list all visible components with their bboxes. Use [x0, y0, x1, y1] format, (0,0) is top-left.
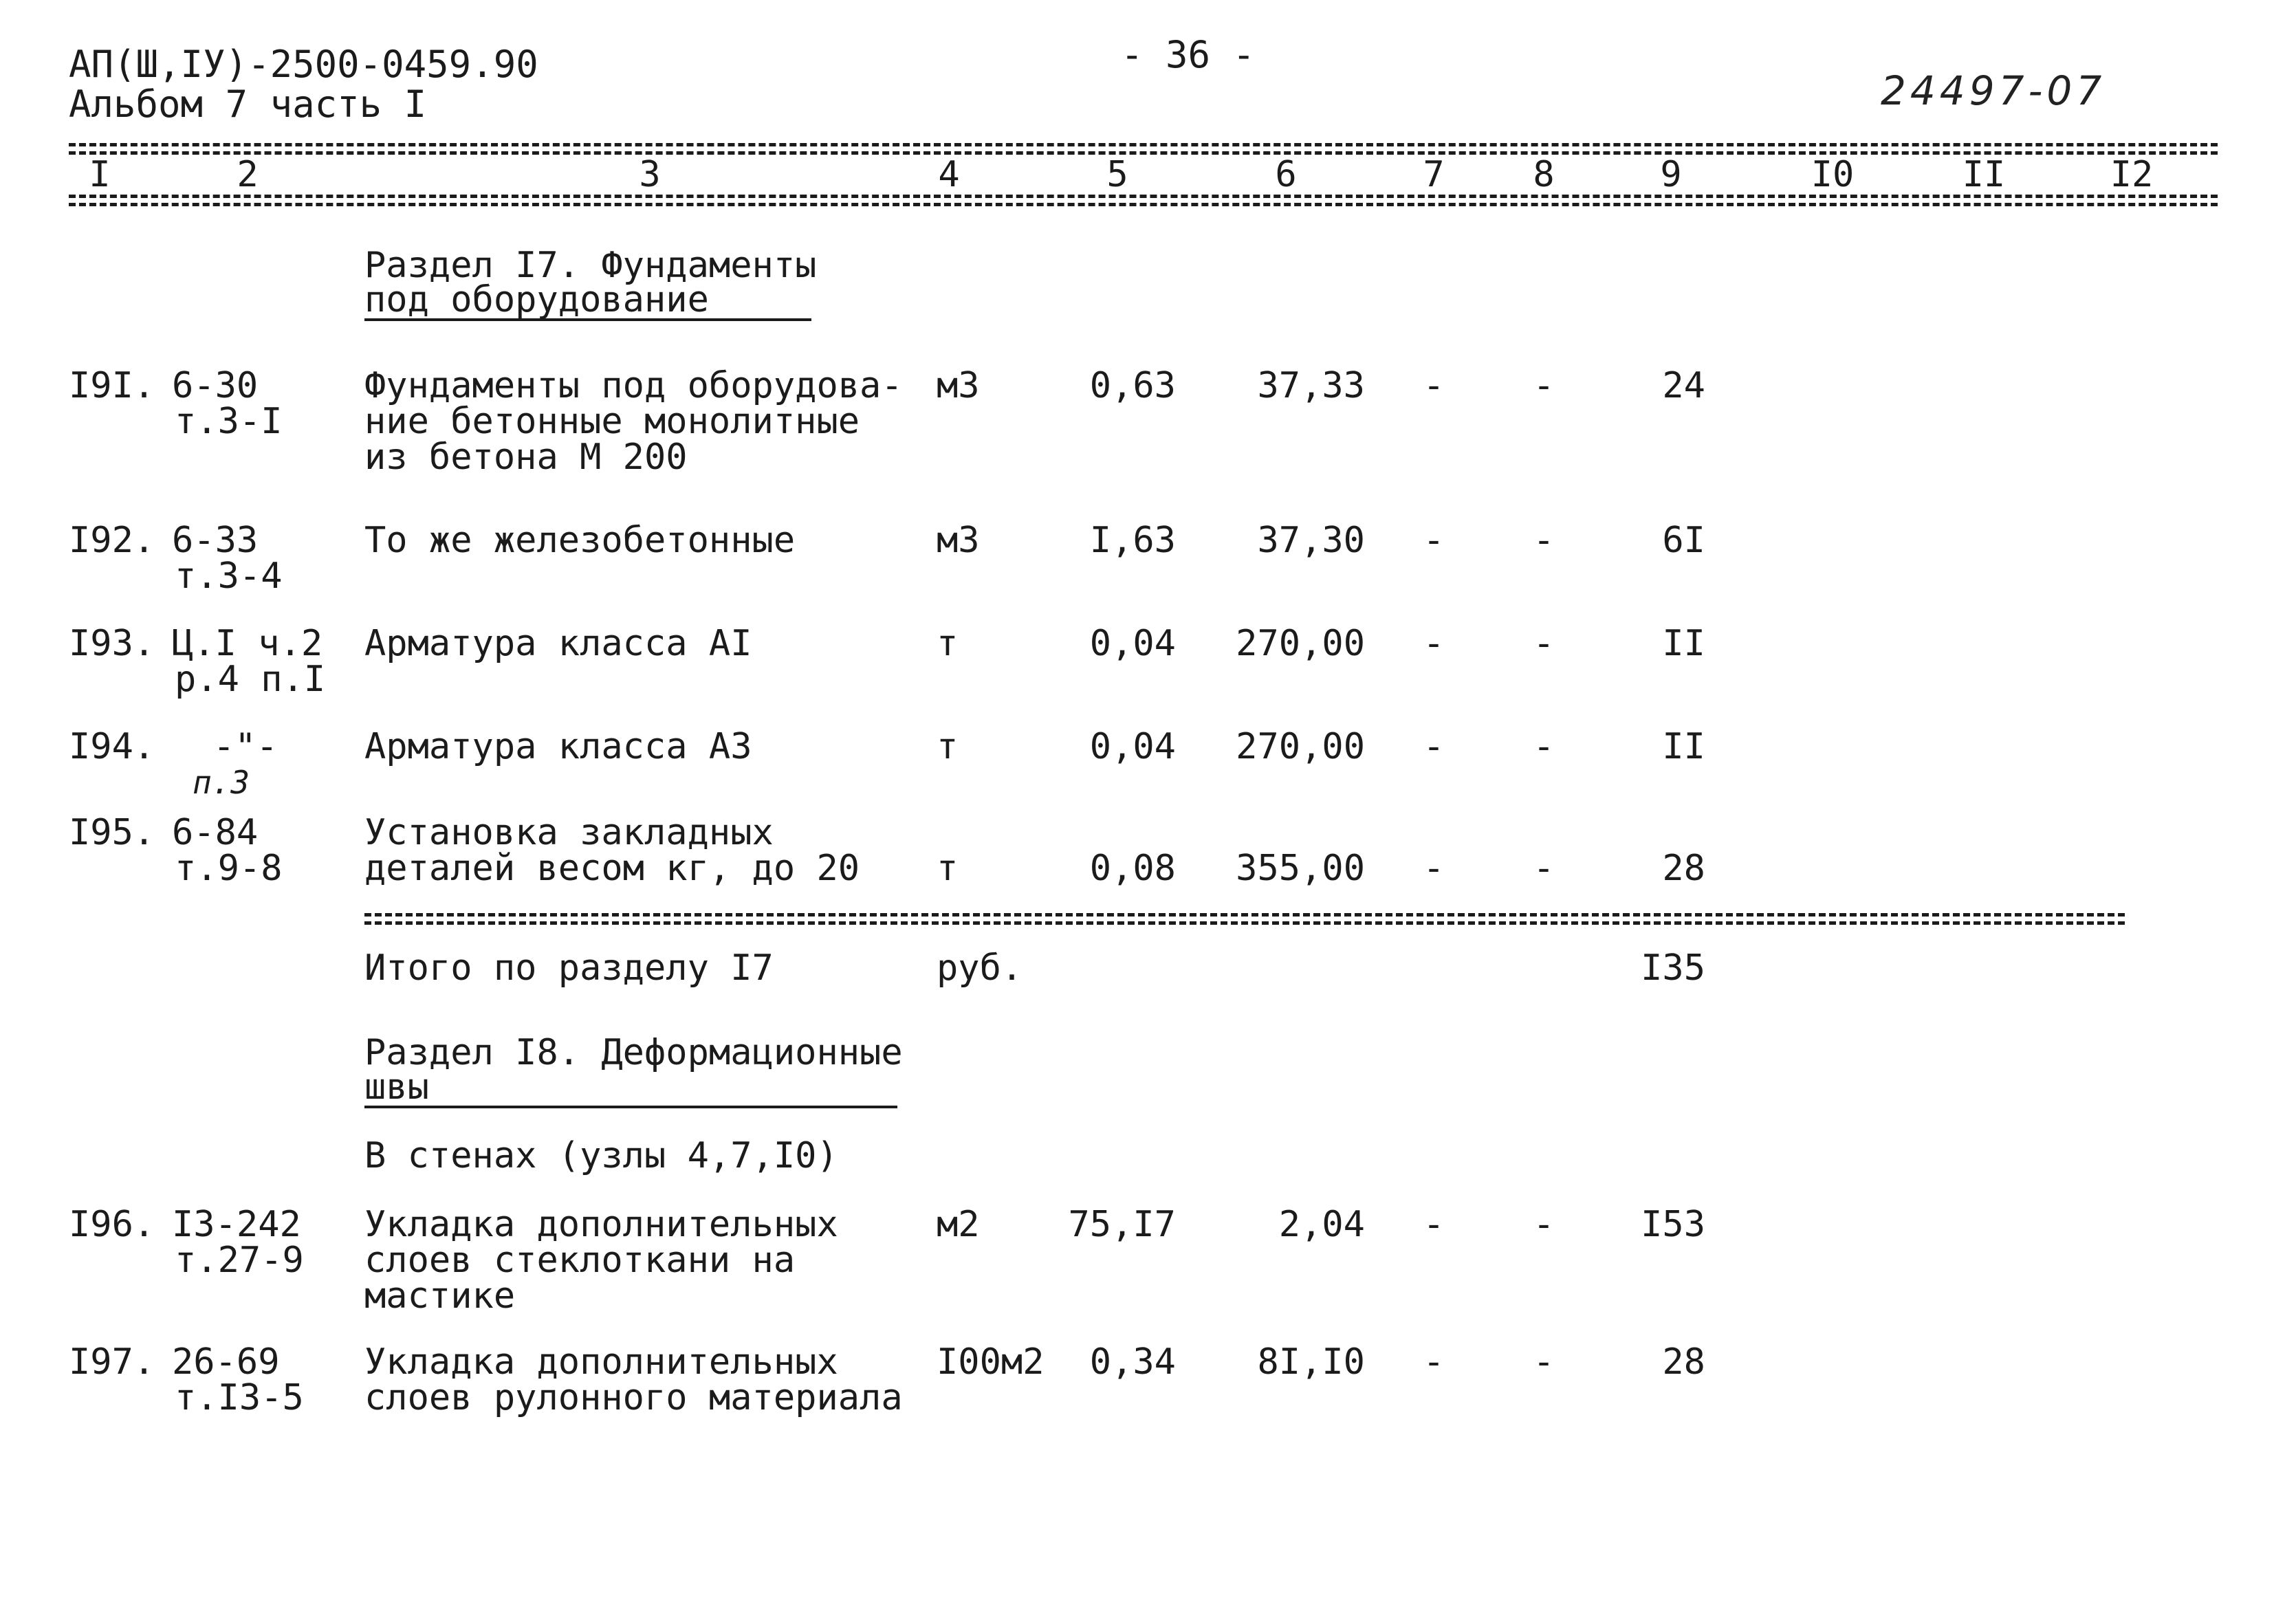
- quantity: 0,34: [1089, 1341, 1176, 1383]
- work-description: Укладка дополнительных слоев рулонного материала: [364, 1341, 903, 1418]
- col-header-6: 6: [1275, 154, 1297, 195]
- section-17-underline: [364, 318, 811, 321]
- col-header-3: 3: [639, 154, 661, 195]
- unit: м2: [937, 1204, 980, 1245]
- norm-code: 6-33 т.3-4: [172, 520, 283, 597]
- page-number: - 36 -: [1121, 33, 1256, 76]
- col-header-10: I0: [1811, 154, 1855, 195]
- subtotal-total: I35: [1641, 947, 1705, 989]
- work-description: Укладка дополнительных слоев стеклоткани на мастике: [364, 1204, 838, 1317]
- quantity: 0,04: [1089, 726, 1176, 767]
- subtotal-separator: [364, 913, 2125, 917]
- unit-price: 2,04: [1278, 1204, 1365, 1245]
- unit-price: 8I,I0: [1257, 1341, 1365, 1383]
- quantity: 0,04: [1089, 623, 1176, 664]
- col-header-9: 9: [1660, 154, 1682, 195]
- album-label: Альбом 7 часть I: [69, 83, 427, 126]
- col8-dash: -: [1533, 623, 1555, 664]
- subtotal-unit: руб.: [937, 947, 1023, 989]
- work-description: Арматура класса А3: [364, 726, 752, 767]
- work-description: Фундаменты под оборудова- ние бетонные монолитные из бетона М 200: [364, 365, 903, 478]
- col8-dash: -: [1533, 1341, 1555, 1383]
- unit-price: 270,00: [1236, 623, 1365, 664]
- total: II: [1662, 623, 1705, 664]
- col-header-7: 7: [1423, 154, 1445, 195]
- total: 24: [1662, 365, 1705, 406]
- section-17-title: Раздел I7. Фундаменты: [364, 245, 817, 286]
- unit: м3: [937, 365, 980, 406]
- header-top-rule: [69, 143, 2218, 146]
- section-17-title-line2: под оборудование: [364, 279, 709, 320]
- section-18-title-line2: швы: [364, 1066, 429, 1108]
- col-header-11: II: [1962, 154, 2006, 195]
- work-description: Установка закладных деталей весом кг, до 20: [364, 812, 860, 889]
- handwritten-number: 24497-07: [1881, 67, 2106, 114]
- col-header-4: 4: [938, 154, 960, 195]
- col8-dash: -: [1533, 520, 1555, 561]
- row-number: I94.: [69, 726, 155, 767]
- quantity: 0,63: [1089, 365, 1176, 406]
- subtotal-label: Итого по разделу I7: [364, 947, 774, 989]
- work-description: То же железобетонные: [364, 520, 796, 561]
- col7-dash: -: [1423, 365, 1445, 406]
- unit: т: [937, 623, 959, 664]
- total: 28: [1662, 848, 1705, 889]
- total: I53: [1641, 1204, 1705, 1245]
- unit-price: 37,33: [1257, 365, 1365, 406]
- subtotal-separator-2: [364, 921, 2125, 925]
- col-header-12: I2: [2110, 154, 2154, 195]
- norm-code: Ц.I ч.2 р.4 п.I: [172, 623, 326, 700]
- col8-dash: -: [1533, 1204, 1555, 1245]
- work-description: Арматура класса АI: [364, 623, 752, 664]
- row-number: I92.: [69, 520, 155, 561]
- header-bottom-rule-2: [69, 203, 2218, 206]
- col-header-5: 5: [1106, 154, 1128, 195]
- section-18-subheading: В стенах (узлы 4,7,I0): [364, 1135, 838, 1176]
- norm-code: 6-84 т.9-8: [172, 812, 283, 889]
- norm-code: -"- п.3: [193, 726, 278, 801]
- col-header-8: 8: [1533, 154, 1555, 195]
- unit-price: 270,00: [1236, 726, 1365, 767]
- row-number: I96.: [69, 1204, 155, 1245]
- col7-dash: -: [1423, 1341, 1445, 1383]
- total: II: [1662, 726, 1705, 767]
- col7-dash: -: [1423, 623, 1445, 664]
- total: 6I: [1662, 520, 1705, 561]
- row-number: I93.: [69, 623, 155, 664]
- col8-dash: -: [1533, 726, 1555, 767]
- quantity: 0,08: [1089, 848, 1176, 889]
- unit: т: [937, 848, 959, 889]
- col7-dash: -: [1423, 726, 1445, 767]
- quantity: 75,I7: [1068, 1204, 1176, 1245]
- quantity: I,63: [1089, 520, 1176, 561]
- section-18-underline: [364, 1106, 897, 1108]
- row-number: I95.: [69, 812, 155, 853]
- col8-dash: -: [1533, 365, 1555, 406]
- col7-dash: -: [1423, 520, 1445, 561]
- total: 28: [1662, 1341, 1705, 1383]
- unit: т: [937, 726, 959, 767]
- unit: I00м2: [937, 1341, 1045, 1383]
- section-18-title: Раздел I8. Деформационные: [364, 1032, 903, 1073]
- col-header-2: 2: [237, 154, 259, 195]
- col-header-1: I: [89, 154, 111, 195]
- header-top-rule-2: [69, 151, 2218, 155]
- unit-price: 37,30: [1257, 520, 1365, 561]
- col7-dash: -: [1423, 848, 1445, 889]
- norm-code: 26-69 т.I3-5: [172, 1341, 304, 1418]
- document-code: АП(Ш,IУ)-2500-0459.90: [69, 43, 538, 86]
- row-number: I97.: [69, 1341, 155, 1383]
- header-bottom-rule: [69, 195, 2218, 198]
- norm-code: 6-30 т.3-I: [172, 365, 283, 442]
- norm-code: I3-242 т.27-9: [172, 1204, 304, 1281]
- col8-dash: -: [1533, 848, 1555, 889]
- col7-dash: -: [1423, 1204, 1445, 1245]
- unit: м3: [937, 520, 980, 561]
- row-number: I9I.: [69, 365, 155, 406]
- unit-price: 355,00: [1236, 848, 1365, 889]
